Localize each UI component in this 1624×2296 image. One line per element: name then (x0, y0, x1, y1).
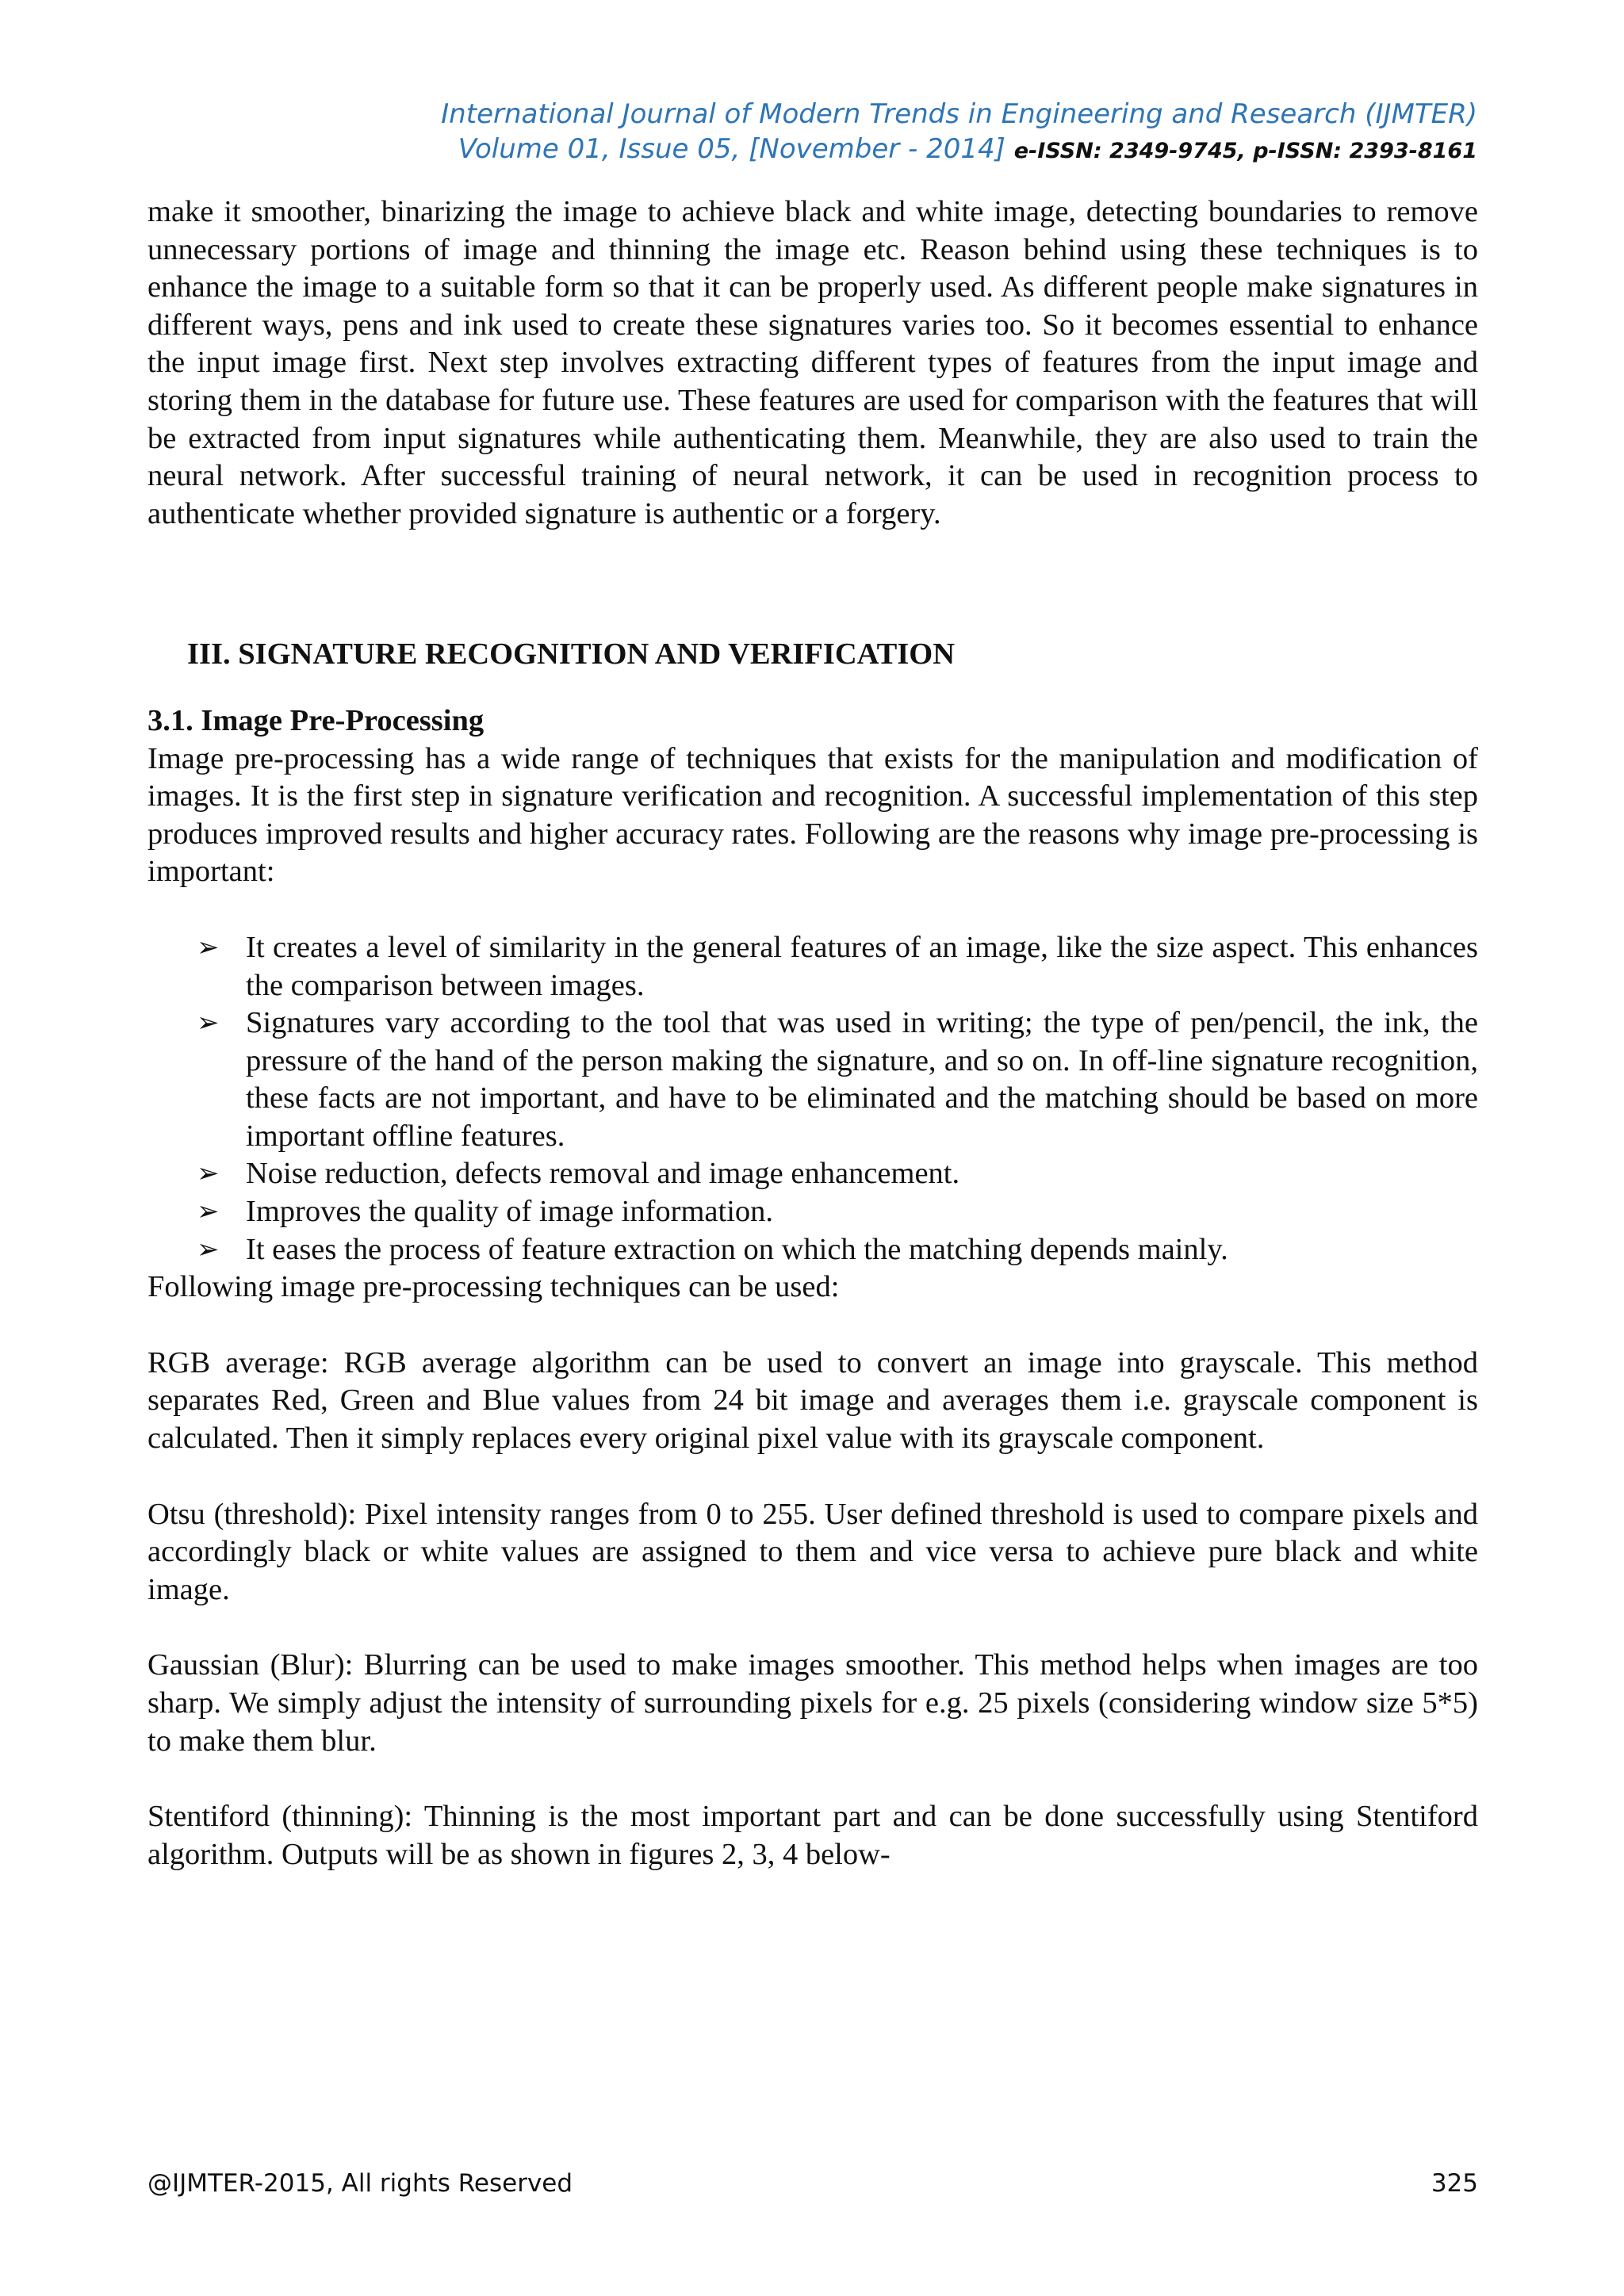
journal-header (0, 97, 1477, 169)
stentiford-paragraph: Stentiford (thinning): Thinning is the most important part and can be done successfully using Stentiford algorithm. Outputs will be as shown in figures 2, 3, 4 below- (147, 1800, 1478, 1871)
arrow-bullet-icon: ➢ (197, 1158, 220, 1190)
page-number: 325 (1431, 2169, 1478, 2198)
list-item-text: Signatures vary according to the tool that was used in writing; the type of pen/pencil, the ink, the pressure of the hand of the person making the signature, and so on. In off-line signature recognition, these facts are not important, and have to be eliminated and the matching should be based on more important offline features. (246, 1006, 1478, 1153)
list-item-text: It creates a level of similarity in the general features of an image, like the size aspect. This enhances the comparison between images. (246, 930, 1478, 1002)
list-item-text: Improves the quality of image information. (246, 1195, 774, 1229)
list-item (147, 929, 1478, 1004)
arrow-bullet-icon: ➢ (197, 1196, 220, 1228)
list-item (147, 1155, 1478, 1193)
preprocessing-paragraph: Image pre-processing has a wide range of techniques that exists for the manipulation and modification of images. It is the first step in signature verification and recognition. A successful implementation of this step produces improved results and higher accuracy rates. Following are the reasons why image pre-processing is important: (147, 741, 1478, 889)
list-item (147, 1193, 1478, 1231)
list-item (147, 1231, 1478, 1269)
page-content (147, 193, 1478, 1873)
techniques-intro: Following image pre-processing techniques can be used: (147, 1270, 840, 1304)
arrow-bullet-icon: ➢ (197, 1007, 220, 1039)
subsection-title: 3.1. Image Pre-Processing (147, 703, 485, 737)
journal-title: International Journal of Modern Trends in Engineering and Research (IJMTER) (441, 98, 1477, 130)
section-title: III. SIGNATURE RECOGNITION AND VERIFICATION (187, 637, 956, 672)
list-item (147, 1004, 1478, 1155)
otsu-paragraph: Otsu (threshold): Pixel intensity ranges from 0 to 255. User defined threshold is used to compare pixels and accordingly black or white values are assigned to them and vice versa to achieve pure black and white image. (147, 1497, 1478, 1606)
list-item-text: Noise reduction, defects removal and image enhancement. (246, 1157, 960, 1191)
journal-volume-line (0, 132, 1477, 169)
journal-volume: Volume 01, Issue 05, [November - 2014] (458, 133, 1005, 165)
copyright-notice: @IJMTER-2015, All rights Reserved (147, 2169, 573, 2198)
arrow-bullet-icon: ➢ (197, 1233, 220, 1265)
rgb-average-paragraph: RGB average: RGB average algorithm can be used to convert an image into grayscale. This method separates Red, Green and Blue values from 24 bit image and averages them i.e. grayscale component is calculated. Then it simply replaces every original pixel value with its grayscale component. (147, 1345, 1478, 1456)
list-item-text: It eases the process of feature extraction on which the matching depends mainly. (246, 1232, 1228, 1266)
gaussian-paragraph: Gaussian (Blur): Blurring can be used to make images smoother. This method helps when images are too sharp. We simply adjust the intensity of surrounding pixels for e.g. 25 pixels (considering window size 5*5) to make them blur. (147, 1648, 1478, 1758)
arrow-bullet-icon: ➢ (197, 931, 220, 963)
intro-paragraph: make it smoother, binarizing the image to achieve black and white image, detecting boundaries to remove unnecessary portions of image and thinning the image etc. Reason behind using these techniques is to enhance the image to a suitable form so that it can be properly used. As different people make signatures in different ways, pens and ink used to create these signatures varies too. So it becomes essential to enhance the input image first. Next step involves extracting different types of features from the input image and storing them in the database for future use. These features are used for comparison with the features that will be extracted from input signatures while authenticating them. Meanwhile, they are also used to train the neural network. After successful training of neural network, it can be used in recognition process to authenticate whether provided signature is authentic or a forgery. (147, 195, 1478, 530)
reasons-list (147, 929, 1478, 1269)
journal-issn: e-ISSN: 2349-9745, p-ISSN: 2393-8161 (1013, 139, 1477, 163)
